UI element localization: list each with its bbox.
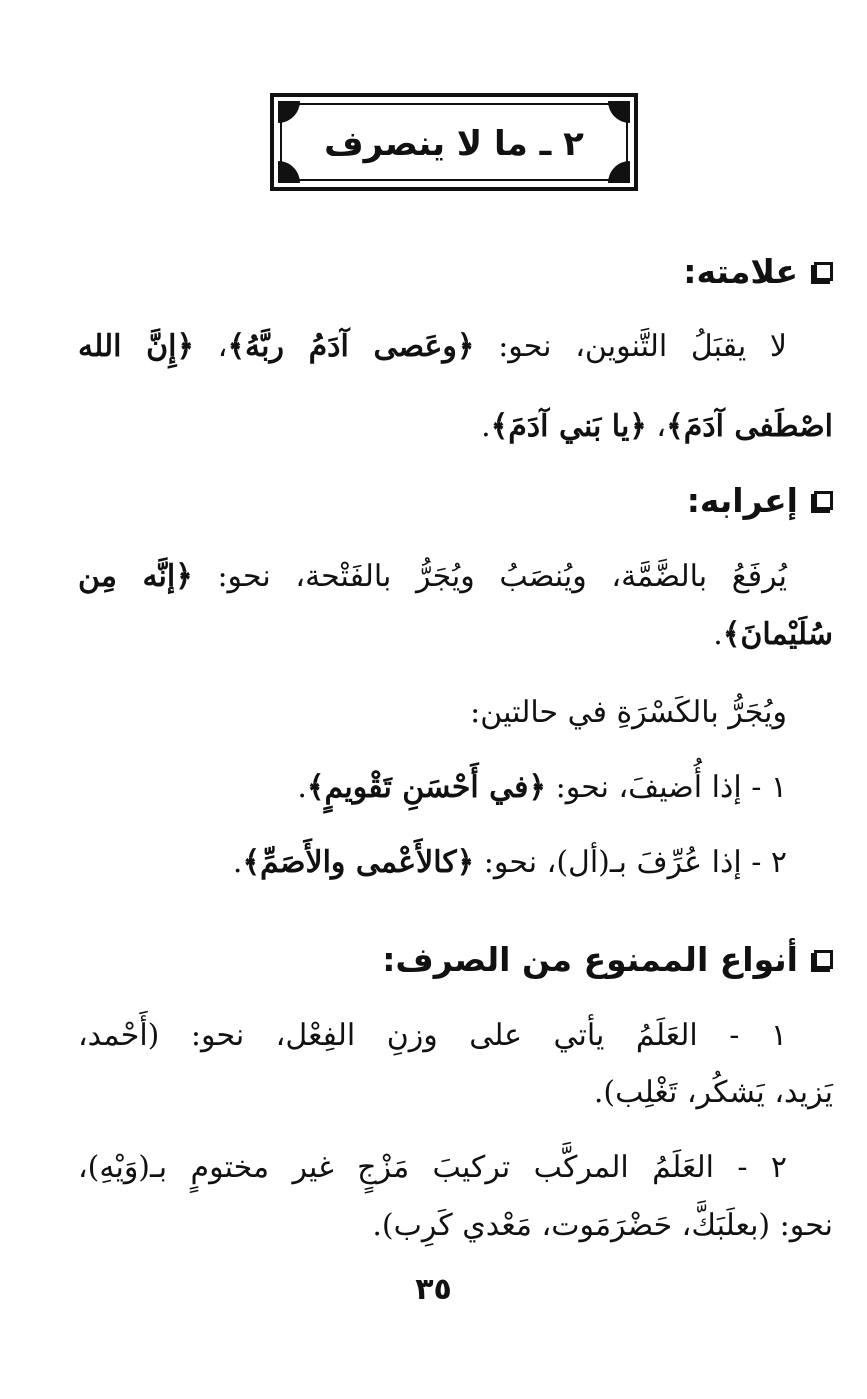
paragraph-line <box>78 557 833 597</box>
quran-quote: ﴿إِنَّ الله <box>78 329 195 364</box>
section-heading-declension <box>687 481 833 520</box>
section-heading-label: أنواع الممنوع من الصرف: <box>382 940 798 979</box>
paragraph-line <box>78 407 833 447</box>
paragraph-line <box>78 843 787 883</box>
paragraph-line: ويُجَرُّ بالكَسْرَةِ في حالتين: <box>470 695 787 730</box>
paragraph-line: ٢ - العَلَمُ المركَّب تركيبَ مَزْجٍ غير مختومٍ بـ(وَيْهِ)، <box>78 1150 787 1185</box>
page-number: ٣٥ <box>415 1272 452 1307</box>
chapter-title-frame <box>270 93 638 191</box>
section-heading-types <box>382 940 833 979</box>
quran-quote: ﴿كالأَعْمى والأَصَمِّ﴾ <box>242 845 475 880</box>
paragraph-line <box>78 768 787 808</box>
quran-quote: ﴿في أَحْسَنِ تَقْويمٍ﴾ <box>306 770 547 805</box>
square-outline-icon <box>814 262 833 281</box>
text-run: ، <box>217 329 228 364</box>
text-run: . <box>481 409 491 444</box>
paragraph-line: يَزيد، يَشكُر، تَغْلِب). <box>593 1075 833 1110</box>
section-heading-label: علامته: <box>683 252 798 291</box>
text-run: ٢ - إذا عُرِّفَ بـ(أل)، نحو: <box>483 845 787 880</box>
text-run: . <box>297 770 307 805</box>
quran-quote: ﴿إنَّه مِن <box>78 559 193 594</box>
text-run: ، <box>656 409 667 444</box>
quran-quote: سُلَيْمانَ﴾ <box>722 617 833 652</box>
text-run: ١ - إذا أُضيفَ، نحو: <box>555 770 787 805</box>
square-outline-icon <box>814 950 833 969</box>
quran-quote: ﴿وعَصى آدَمُ ربَّهُ﴾ <box>227 329 475 364</box>
square-outline-icon <box>814 491 833 510</box>
section-heading-label: إعرابه: <box>686 481 798 520</box>
paragraph-line: نحو: (بعلَبَكَّ، حَضْرَمَوت، مَعْدي كَرِب). <box>372 1208 833 1243</box>
quran-quote: اصْطَفى آدَمَ﴾ <box>666 409 833 444</box>
paragraph-line <box>78 615 833 655</box>
text-run: . <box>232 845 243 880</box>
text-run: . <box>713 617 723 652</box>
quran-quote: ﴿يا بَني آدَمَ﴾ <box>490 409 647 444</box>
text-run: لا يقبَلُ التَّنوين، نحو: <box>498 329 787 364</box>
section-heading-sign <box>683 252 833 291</box>
paragraph-line <box>78 327 833 367</box>
text-run: يُرفَعُ بالضَّمَّة، ويُنصَبُ ويُجَرُّ بالفَتْحة، نحو: <box>217 559 787 594</box>
chapter-title: ٢ ـ ما لا ينصرف <box>324 124 584 164</box>
paragraph-line: ١ - العَلَمُ يأتي على وزنِ الفِعْل، نحو: (أَحْمد، <box>78 1018 787 1053</box>
